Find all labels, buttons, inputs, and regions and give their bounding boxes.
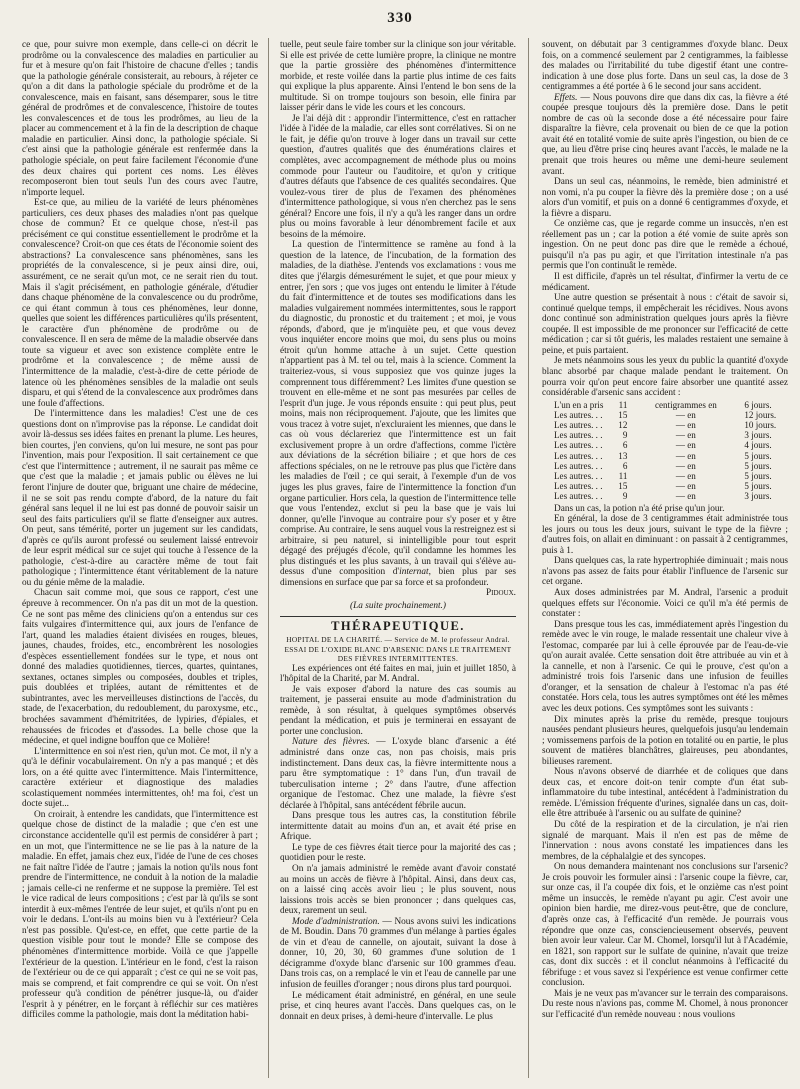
dose-unit: — en (675, 471, 696, 482)
paragraph: Je vais exposer d'abord la nature des cas soumis au traitement, je passerai ensuite au mode d'administration du remède, à son résultat, à quelques symptômes observés pendant la médication, et puis je terminerai en essayant de porter une conclusion. (280, 684, 516, 737)
paragraph: Est-ce que, au milieu de la variété de leurs phénomènes particuliers, ces deux phases des maladies n'ont pas quelque chose de commun? Et ce quelque chose, n'est-il pas précisément ce qui constitue essentiellement le prodrôme et la convalescence? Croit-on que ces états de l'économie soient des abstractions? La convalescence sans phénomènes, sans les propriétés de la convalescence, si je peux ainsi dire, oui, assurément, ce ne serait qu'un mot, ce ne serait rien du tout. Mais il s'agit précisément, en pathologie générale, d'étudier dans chaque phénomène de la convalescence ou du prodrôme, ce qui étant commun à tous ces phénomènes, leur donne, quelles que soient les différences particulières qu'ils présentent, le caractère d'un phénomène de prodrôme ou de convalescence. Il en sera de même de la maladie observée dans toute sa vigueur et avec son existence complète entre le prodrôme et la convalescence ; de même aussi de l'intermittence de la maladie, c'est-à-dire de cette période de latence où les phénomènes sensibles de la maladie ont seuls disparu, et qui s'étend de la convalescence aux prodrômes dans une foule d'affections. (22, 198, 258, 409)
paragraph: On n'a jamais administré le remède avant d'avoir constaté au moins un accès de fièvre à l'hôpital. Ainsi, dans deux cas, on a laissé cinq accès avoir lieu ; le plus souvent, nous laissions trois accès se bien prononcer ; dans quelques cas, deux, rarement un seul. (280, 863, 516, 917)
paragraph: Ce onzième cas, que je regarde comme un insuccès, n'en est réellement pas un ; car la potion a été vomie de suite après son ingestion. On ne peut donc pas dire que le remède a échoué, puisqu'il n'a pas pu agir, et que l'irritation intestinale n'a pas permis que l'on continuât le remède. (542, 219, 788, 272)
dose-days: 6 jours. (744, 399, 772, 410)
paragraph: Chacun sait comme moi, que sous ce rapport, c'est une épreuve à recommencer. On n'a pas dit un mot de la question. Ce ne sont pas même des cliniciens qu'on a entendus sur ces faits vulgaires d'intermittence qui, aux jours de l'enfance de l'art, quand les maladies étaient divisées en rouges, bleues, jaunes, chaudes, froides, etc., encombrèrent les nosologies d'espèces essentiellement fondées sur le type, et nous ont donné des maladies quotidiennes, tierces, quartes, quintanes, sextanes, octanes simples ou composées, doubles et triples, puis doublées et triplées, autant de rémittentes et de subintrantes, avec les merveilleuses distinctions de l'accès, du stade, de l'exacerbation, du redoublement, du paroxysme, etc., brochées savamment d'hémitritées, de lypiries, d'épiales, et rehaussées de fricodes et d'assodes. La belle chose que la médecine, et quel indigne bouffon que ce Molière! (22, 588, 258, 747)
dose-label: Les autres. . . (554, 430, 603, 441)
paragraph: Je mets néanmoins sous les yeux du public la quantité d'oxyde blanc absorbé par chaque malade pendant le traitement. On pourra voir qu'on peut encore faire absorber une quantité assez considérable d'arsenic sans accident : (542, 356, 788, 399)
article-subhead: HOPITAL DE LA CHARITÉ. — Service de M. le professeur Andral. (286, 635, 510, 645)
paragraph: souvent, on débutait par 3 centigrammes d'oxyde blanc. Deux fois, on a commencé seulement par 2 centigrammes, la faiblesse des malades ou l'irritabilité du tube digestif étant une contre-indication à une dose plus forte. Dans un seul cas, la dose de 3 centigrammes a été portée à 6 le second jour sans accident. (542, 40, 788, 93)
dose-days: 5 jours. (744, 471, 772, 482)
dose-row (554, 400, 788, 410)
dose-label: Les autres. . . (554, 420, 603, 430)
dose-unit: centigrammes en (654, 399, 717, 410)
dose-unit: — en (675, 481, 696, 492)
paragraph: Dix minutes après la prise du remède, presque toujours nausées pendant plusieurs heures, quelquefois jusqu'au lendemain ; vomissemens parfois de la potion en totalité ou en partie, le plus souvent de matières blanchâtres, glaireuses, peu abondantes, bilieuses rarement. (542, 714, 788, 767)
dose-amount: 13 (618, 450, 628, 461)
paragraph: L'intermittence en soi n'est rien, qu'un mot. Ce mot, il n'y a qu'à le définir vocabulairement. On n'y a pas manqué ; et dès lors, on a été quitte avec l'intermittence. Mais l'intermittence, caractère extérieur et diagnostique des maladies scolastiquement nommées intermittentes, oh! ma foi, c'est un docte sujet... (22, 746, 258, 810)
paragraph: La question de l'intermittence se ramène au fond à la question de la latence, de l'incubation, de la formation des maladies, de la diathèse. J'entends vos exclamations : vous me dites que j'élargis démesurément le sujet, et que pour mieux y entrer, j'en sors ; que vos juges ont entendu le limiter à l'étude du fait d'intermittence et de toutes ses modifications dans les maladies vulgairement nommées intermittentes, sous le rapport du diagnostic, du pronostic et du traitement ; et moi, je vous réponds, d'abord, que je m'inquiète peu, et que vous devez vous inquiéter encore moins que moi, du sens plus ou moins étroit qu'un homme attache à un sujet. Cette question n'appartient pas à M. tel ou tel, mais à la science. Comment la traiteriez-vous, si vous supposiez que vos quinze juges la comprennent tous différemment? Les limites d'une question se trouvent en elle-même et ne sont pas mesurées par celles de l'esprit d'un juge. Je vous réponds ensuite : qui peut plus, peut moins, mais non réciproquement. J'ajoute, que les limites que vous tracez à votre sujet, n'excluraient les miennes, que dans le cas où vous déclareriez que l'intermittence est un fait exclusivement propre à un ordre d'affections, comme l'ictère aux déviations de la sécrétion biliaire ; et que hors de ces affections spéciales, on ne le retrouve pas plus que l'ictère dans les maladies de l'œil ; ce qui serait, à l'exemple d'un de vos juges les plus graves, faire de l'intermittence la fonction d'un organe particulier. Hors cela, la question de l'intermittence telle que vous l'entendez, exclut si peu la base que je vais lui donner, qu'elle l'invoque au contraire pour s'y poser et y être comprise. Au contraire, le sens auquel vous la restreignez est si arbitraire, si peu naturel, si inintelligible pour tout esprit dégagé des préjugés d'école, qu'il condamne les hommes les plus distingués et les plus savants, à un travail qui s'élève au-dessus d'une composition d'internat, bien plus par ses dimensions en surface que par sa force et sa profondeur. (280, 240, 516, 588)
column-2 (280, 40, 516, 1080)
paragraph: On nous demandera maintenant nos conclusions sur l'arsenic? Je crois pouvoir les formuler ainsi : l'arsenic coupe la fièvre, car, sur onze cas, il l'a coupée dix fois, et le onzième cas n'est point même un insuccès, le remède n'ayant pu agir. C'est avoir une opinion bien hardie, me direz-vous peut-être, que de conclure, d'après onze cas, à l'efficacité d'un remède. Je pourrais vous répondre que onze cas, consciencieusement observés, peuvent bien avoir leur valeur. Car M. Chomel, lorsqu'il lut à l'Académie, en 1821, son rapport sur le sulfate de quinine, n'avait que treize cas, dont dix succès : et il conclut néanmoins à l'efficacité du fébrifuge : et vous savez si l'expérience est venue confirmer cette conclusion. (542, 862, 788, 989)
dose-label: Les autres. . . (554, 450, 603, 461)
page-number: 330 (387, 10, 413, 26)
dose-label: Les autres. . . (554, 471, 603, 482)
paragraph: Une autre question se présentait à nous : c'était de savoir si, continué quelque temps, il empêcherait les récidives. Nous avons donc continué son administration quelques jours après la fièvre coupée. Il est impossible de me prononcer sur l'efficacité de cette médication ; car si tôt guéris, les malades restaient une semaine à peine, et puis partaient. (542, 293, 788, 356)
dose-unit: — en (675, 440, 696, 451)
paragraph: Aux doses administrées par M. Andral, l'arsenic a produit quelques effets sur l'économie. Voici ce qu'il m'a été permis de constater : (542, 588, 788, 620)
article-title: ESSAI DE L'OXIDE BLANC D'ARSENIC DANS LE TRAITEMENT DES FIÈVRES INTERMITTENTES. (284, 644, 512, 664)
column-1 (22, 40, 258, 1080)
paragraph: Mais je ne veux pas m'avancer sur le terrain des comparaisons. Du reste nous n'avions pas, comme M. Chomel, à nous prononcer sur l'efficacité d'un remède nouveau : nous voulions (542, 988, 788, 1020)
dose-days: 5 jours. (744, 481, 772, 492)
dose-days: 10 jours. (744, 420, 777, 430)
dose-label: Les autres. . . (554, 440, 603, 451)
paragraph: ce que, pour suivre mon exemple, dans celle-ci on décrit le prodrôme ou la convalescence des maladies en particulier au fur et à mesure qu'on fait l'histoire de chacune d'elles ; tandis que la pathologie générale consisterait, au rebours, à réjeter ce qu'on a dit dans la pathologie spéciale du prodrôme et de la convalescence, mais en faisant, sans désemparer, sous le titre général de prodrômes et de convalescence, l'histoire de toutes les convalescences et de tous les prodrômes, au lieu de la placer au commencement et à la fin de la description de chaque maladie en particulier. Ainsi donc, la pathologie spéciale. Si c'est ainsi que la pathologie générale est renfermée dans la pathologie spéciale, on peut faire facilement l'économie d'une des deux chaires qui portent ces noms. Les élèves recomposeront bien tout seuls l'un des cours avec l'autre, n'importe lequel. (22, 40, 258, 198)
dose-label: Les autres. . . (554, 491, 603, 502)
paragraph: Nous n'avons observé de diarrhée et de coliques que dans deux cas, et encore doit-on tenir compte d'un état sub-inflammatoire du tube intestinal, antécédent à l'administration du remède. L'émission fréquente d'urines, signalée dans un cas, doit-elle être attribuée à l'arsenic ou au sulfate de quinine? (542, 767, 788, 820)
dose-unit: — en (675, 450, 696, 461)
paragraph: Les expériences ont été faites en mai, juin et juillet 1850, à l'hôpital de la Charité, par M. Andral. (280, 663, 516, 685)
dose-row (554, 410, 788, 420)
column-divider (268, 38, 269, 1078)
dose-row (554, 481, 788, 491)
dose-days: 5 jours. (744, 450, 772, 461)
dose-table (554, 400, 788, 502)
dose-amount: 11 (618, 399, 628, 410)
dose-amount: 6 (622, 440, 628, 451)
dose-row (554, 440, 788, 450)
author-signature: Pidoux. (485, 588, 516, 599)
dose-amount: 9 (622, 491, 628, 502)
dose-days: 3 jours. (744, 491, 772, 502)
section-title: THÉRAPEUTIQUE. (331, 618, 465, 633)
paragraph: Dans quelques cas, la rate hypertrophiée diminuait ; mais nous n'avons pas assez de faits pour établir l'influence de l'arsenic sur cet organe. (542, 556, 788, 588)
dose-amount: 15 (618, 481, 628, 492)
dose-days: 5 jours. (744, 460, 772, 471)
dose-row (554, 461, 788, 471)
paragraph: Le type de ces fièvres était tierce pour la majorité des cas ; quotidien pour le reste. (280, 842, 516, 864)
dose-amount: 15 (618, 409, 628, 420)
paragraph: Je l'ai déjà dit : approndir l'intermittence, c'est en rattacher l'idée à l'idée de la maladie, car elles sont corrélatives. Si on ne le fait, je défie qu'on trouve à loger dans un travail sur cette question, d'autres qualités que des énumérations claires et complètes, avec accompagnement de méthode plus ou moins commode pour l'auteur ou l'auditoire, et qu'on y critique d'autres défauts que l'absence de ces qualités secondaires. Que voulez-vous tirer de plus de l'examen des phénomènes d'intermittence pathologique, si vous n'en cherchez pas le sens général? Encore une fois, il n'y a qu'à les ranger dans un ordre plus ou moins favorable à leur dénombrement facile et aux besoins de la mémoire. (280, 113, 516, 240)
dose-unit: — en (675, 420, 696, 430)
paragraph: Dans un seul cas, néanmoins, le remède, bien administré et non vomi, n'a pu couper la fièvre dès la première dose ; on a usé alors d'un vomitif, et puis on a donné 6 centigrammes d'oxyde, et la fièvre a disparu. (542, 177, 788, 219)
dose-row (554, 420, 788, 430)
paragraph: Dans presque tous les cas, immédiatement après l'ingestion du remède avec le vin rouge, le malade ressentait une chaleur vive à l'estomac, comparée par lui à celle éprouvée par de l'eau-de-vie qu'on aurait avalée. Cette sensation doit être attribuée au vin et à la cannelle, et non à l'arsenic. Ce qui le prouve, c'est qu'on a administré trois fois l'arsenic dans une infusion de feuilles d'oranger, et la sensation de chaleur à l'estomac n'a pas été constatée. Hors cela, tous les autres symptômes ont été les mêmes avec les deux potions. Ces symptômes sont les suivants : (542, 619, 788, 715)
continuation-note: (La suite prochainement.) (350, 600, 446, 611)
paragraph: Effets. — Nous pouvons dire que dans dix cas, la fièvre a été coupée presque toujours dès la première dose. Dans le petit nombre de cas où la seconde dose a été nécessaire pour faire disparaître la fièvre, cela provenait ou bien de ce que la potion avait été en totalité vomie de suite après l'ingestion, ou bien de ce que, au lieu d'être prise cinq heures avant l'accès, le malade ne la prenait que trois heures ou même une demi-heure seulement avant. (542, 92, 788, 177)
dose-unit: — en (675, 460, 696, 471)
dose-days: 4 jours. (744, 440, 772, 451)
dose-row (554, 451, 788, 461)
paragraph: Le médicament était administré, en général, en une seule prise, et cinq heures avant l'accès. Dans quelques cas, on le donnait en deux prises, à demi-heure d'intervalle. Le plus (280, 990, 516, 1022)
dose-label: Les autres. . . (554, 409, 603, 420)
paragraph: De l'intermittence dans les maladies! C'est une de ces questions dont on n'improvise pas la réponse. Le candidat doit avoir là-dessus ses idées faites en prenant la plume. Les heures, bien courtes, j'en conviens, qu'on lui mesure, ne sont pas pour l'invention, mais pour l'exposition. Il sait certainement ce que c'est que l'intermittence ; autrement, il ne saurait pas même ce que c'est que la maladie ; et jamais public ou élèves ne lui feront l'injure de douter que, briguant une chaire de médecine, il ne se soit pas rendu compte d'abord, de la nature du fait général sans lequel il ne lui est pas donné de pouvoir saisir un seul des faits particuliers qu'il se flatte d'enseigner aux autres. On peut, sans témérité, porter un jugement sur les candidats, d'après ce qu'ils auront professé ou seulement laissé entrevoir de leur esprit médical sur ce sujet qui touche à l'essence de la pathologie, c'est-à-dire au caractère même de tout fait pathologique ; l'intermittence étant véritablement de la nature ou du génie même de la maladie. (22, 409, 258, 588)
dose-amount: 12 (618, 420, 628, 430)
paragraph: Il est difficile, d'après un tel résultat, d'infirmer la vertu de ce médicament. (542, 272, 788, 293)
dose-days: 3 jours. (744, 430, 772, 441)
dose-amount: 9 (622, 430, 628, 441)
column-3 (542, 40, 788, 1080)
dose-amount: 6 (622, 460, 628, 471)
dose-row (554, 471, 788, 481)
paragraph: Nature des fièvres. — L'oxyde blanc d'arsenic a été administré dans onze cas, non pas choisis, mais pris indistinctement. Dans deux cas, la fièvre intermittente nous a paru être symptomatique : 1° dans l'un, d'un travail de tuberculisation interne ; 2° dans l'autre, d'une affection organique de l'estomac. Chez une malade, la fièvre s'est déclarée à l'hôpital, sans antécédent fébrile aucun. (280, 737, 516, 811)
paragraph: Mode d'administration. — Nous avons suivi les indications de M. Boudin. Dans 70 grammes d'un mélange à parties égales de vin et d'eau de cannelle, on ajoutait, suivant la dose à donner, 10, 20, 30, 60 grammes d'une solution de 1 décigramme d'oxyde blanc d'arsenic sur 100 grammes d'eau. Dans trois cas, on a remplacé le vin et l'eau de cannelle par une infusion de feuilles d'oranger ; nous dirons plus tard pourquoi. (280, 916, 516, 990)
dose-unit: — en (675, 491, 696, 502)
dose-row (554, 430, 788, 440)
paragraph: tuelle, peut seule faire tomber sur la clinique son jour véritable. Si elle est privée de cette lumière propre, la clinique ne montre que la partie grossière des phénomènes d'intermittence morbide, et reste voilée dans la partie plus intime de ces faits qui explique la plus apparente. Ainsi l'entend le bon sens de la multitude. Si on trompe toujours son besoin, elle finira par laisser périr dans le vide les cours et les concours. (280, 40, 516, 114)
paragraph: On croirait, à entendre les candidats, que l'intermittence est quelque chose de distinct de la maladie ; que c'en est une circonstance accidentelle qu'il est permis de considérer à part ; en un mot, que l'intermittence ne se lie pas à la nature de la maladie. En effet, jamais chez eux, l'idée de l'une de ces choses ne fait naître l'idée de l'autre ; jamais la notion qu'ils nous font prendre de l'intermittence, ne conduit à la notion de la maladie ; jamais celle-ci ne renferme et ne suppose la première. Tel est le vice radical de leurs compositions ; c'est par là qu'ils se sont interdit à eux-mêmes l'entrée de leur sujet, et qu'ils n'ont pu en voir le dedans. L'ont-ils au moins bien vu à l'extérieur? Cela n'est pas possible. Qu'est-ce, en effet, que cette partie de la question visible pour tout le monde? Elle se compose des phénomènes d'intermittence morbide. Voilà ce que j'appelle l'extérieur de la question. L'intérieur en le fond, c'est la raison de l'extérieur ou de ce qui apparaît ; c'est ce qui ne se voit pas, mais se comprend, et fait comprendre ce qui se voit. On n'est professeur qu'à condition de pénétrer jusque-là, ou d'aider l'esprit à y pénétrer, en le forçant à réfléchir sur ces matières difficiles comme la pathologie, mais dont la méditation habi- (22, 809, 258, 1021)
dose-label: Les autres. . . (554, 481, 603, 492)
dose-row (554, 491, 788, 501)
dose-days: 12 jours. (744, 409, 777, 420)
dose-unit: — en (675, 409, 696, 420)
dose-amount: 11 (618, 471, 628, 482)
column-divider (528, 38, 529, 1078)
paragraph: En général, la dose de 3 centigrammes était administrée tous les jours ou tous les deux jours, suivant le type de la fièvre ; d'autres fois, on allait en diminuant : on passait à 2 centigrammes, puis à 1. (542, 514, 788, 556)
paragraph: Dans presque tous les autres cas, la constitution fébrile intermittente datait au moins d'un an, et avait été prise en Afrique. (280, 811, 516, 843)
dose-label: L'un en a pris (554, 399, 604, 410)
paragraph: Du côté de la respiration et de la circulation, je n'ai rien signalé de marquant. Mais il n'en est pas de même de l'innervation : nous avons constaté les impatiences dans les membres, de la céphalalgie et des syncopes. (542, 820, 788, 862)
dose-unit: — en (675, 430, 696, 441)
section-rule (280, 616, 516, 617)
dose-label: Les autres. . . (554, 460, 603, 471)
paragraph: Dans un cas, la potion n'a été prise qu'un jour. (554, 503, 725, 514)
